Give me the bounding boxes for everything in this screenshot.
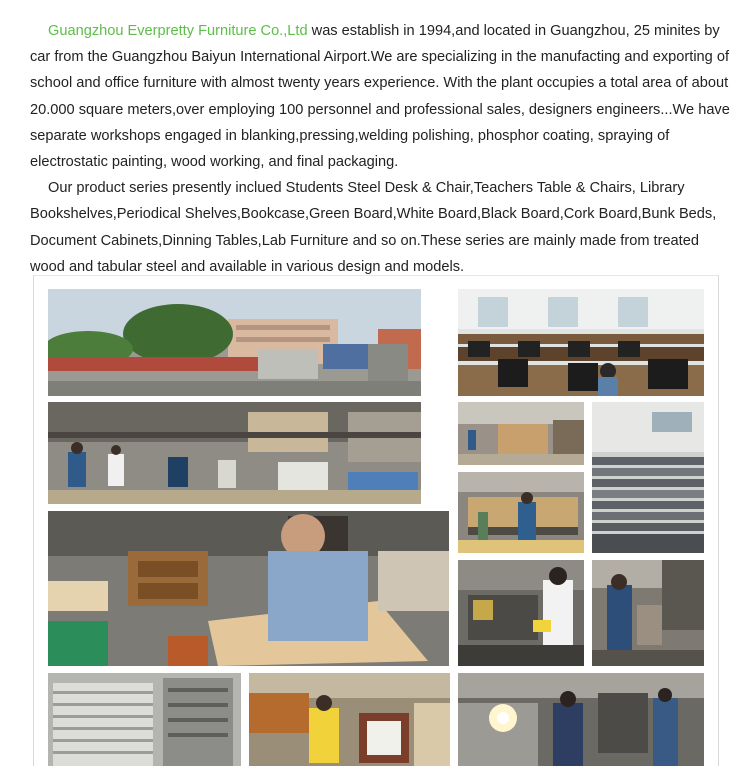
intro-paragraph-1 [30,18,730,175]
intro-paragraph-1-text: was establish in 1994,and located in Guangzhou, 25 minites by car from the Guangzhou Baiyun International Airport.We are specializing in the manufacting and exporting of school and office furniture with almost twenty years experience. With the plant occupies a total area of about 20.000 square meters,over employing 100 personnel and professional sales, designers engineers...We have separate workshops engaged in blanking,pressing,welding polishing, phosphor coating, spraying of electrostatic painting, wood working, and final packaging. [30,23,730,171]
intro-paragraph-2: Our product series presently inclued Students Steel Desk & Chair,Teachers Table & Chairs, Library Bookshelves,Periodical Shelves,Bookcase,Green Board,White Board,Black Board,Cork Board,Bunk Beds, Document Cabinets,Dinning Tables,Lab Furniture and so on.These series are mainly made from treated wood and tabular steel and available in various design and models. [30,180,717,275]
office-workstations-photo [458,289,704,396]
grinding-worker-photo [592,560,704,666]
welding-sparks-photo [458,673,704,766]
cabinet-assembly-photo [249,673,450,766]
steel-tubes-photo [592,402,704,553]
metal-sheets-stack-photo [48,673,241,766]
wood-panel-storage-photo [458,402,584,465]
worker-measuring-photo [48,511,449,666]
factory-photo-gallery [33,275,719,766]
company-intro [30,18,730,280]
workshop-floor-photo [48,402,421,504]
welding-worker-photo [458,560,584,666]
woodworking-machine-photo [458,472,584,553]
factory-exterior-photo [48,289,421,396]
company-name: Guangzhou Everpretty Furniture Co.,Ltd [48,23,308,39]
